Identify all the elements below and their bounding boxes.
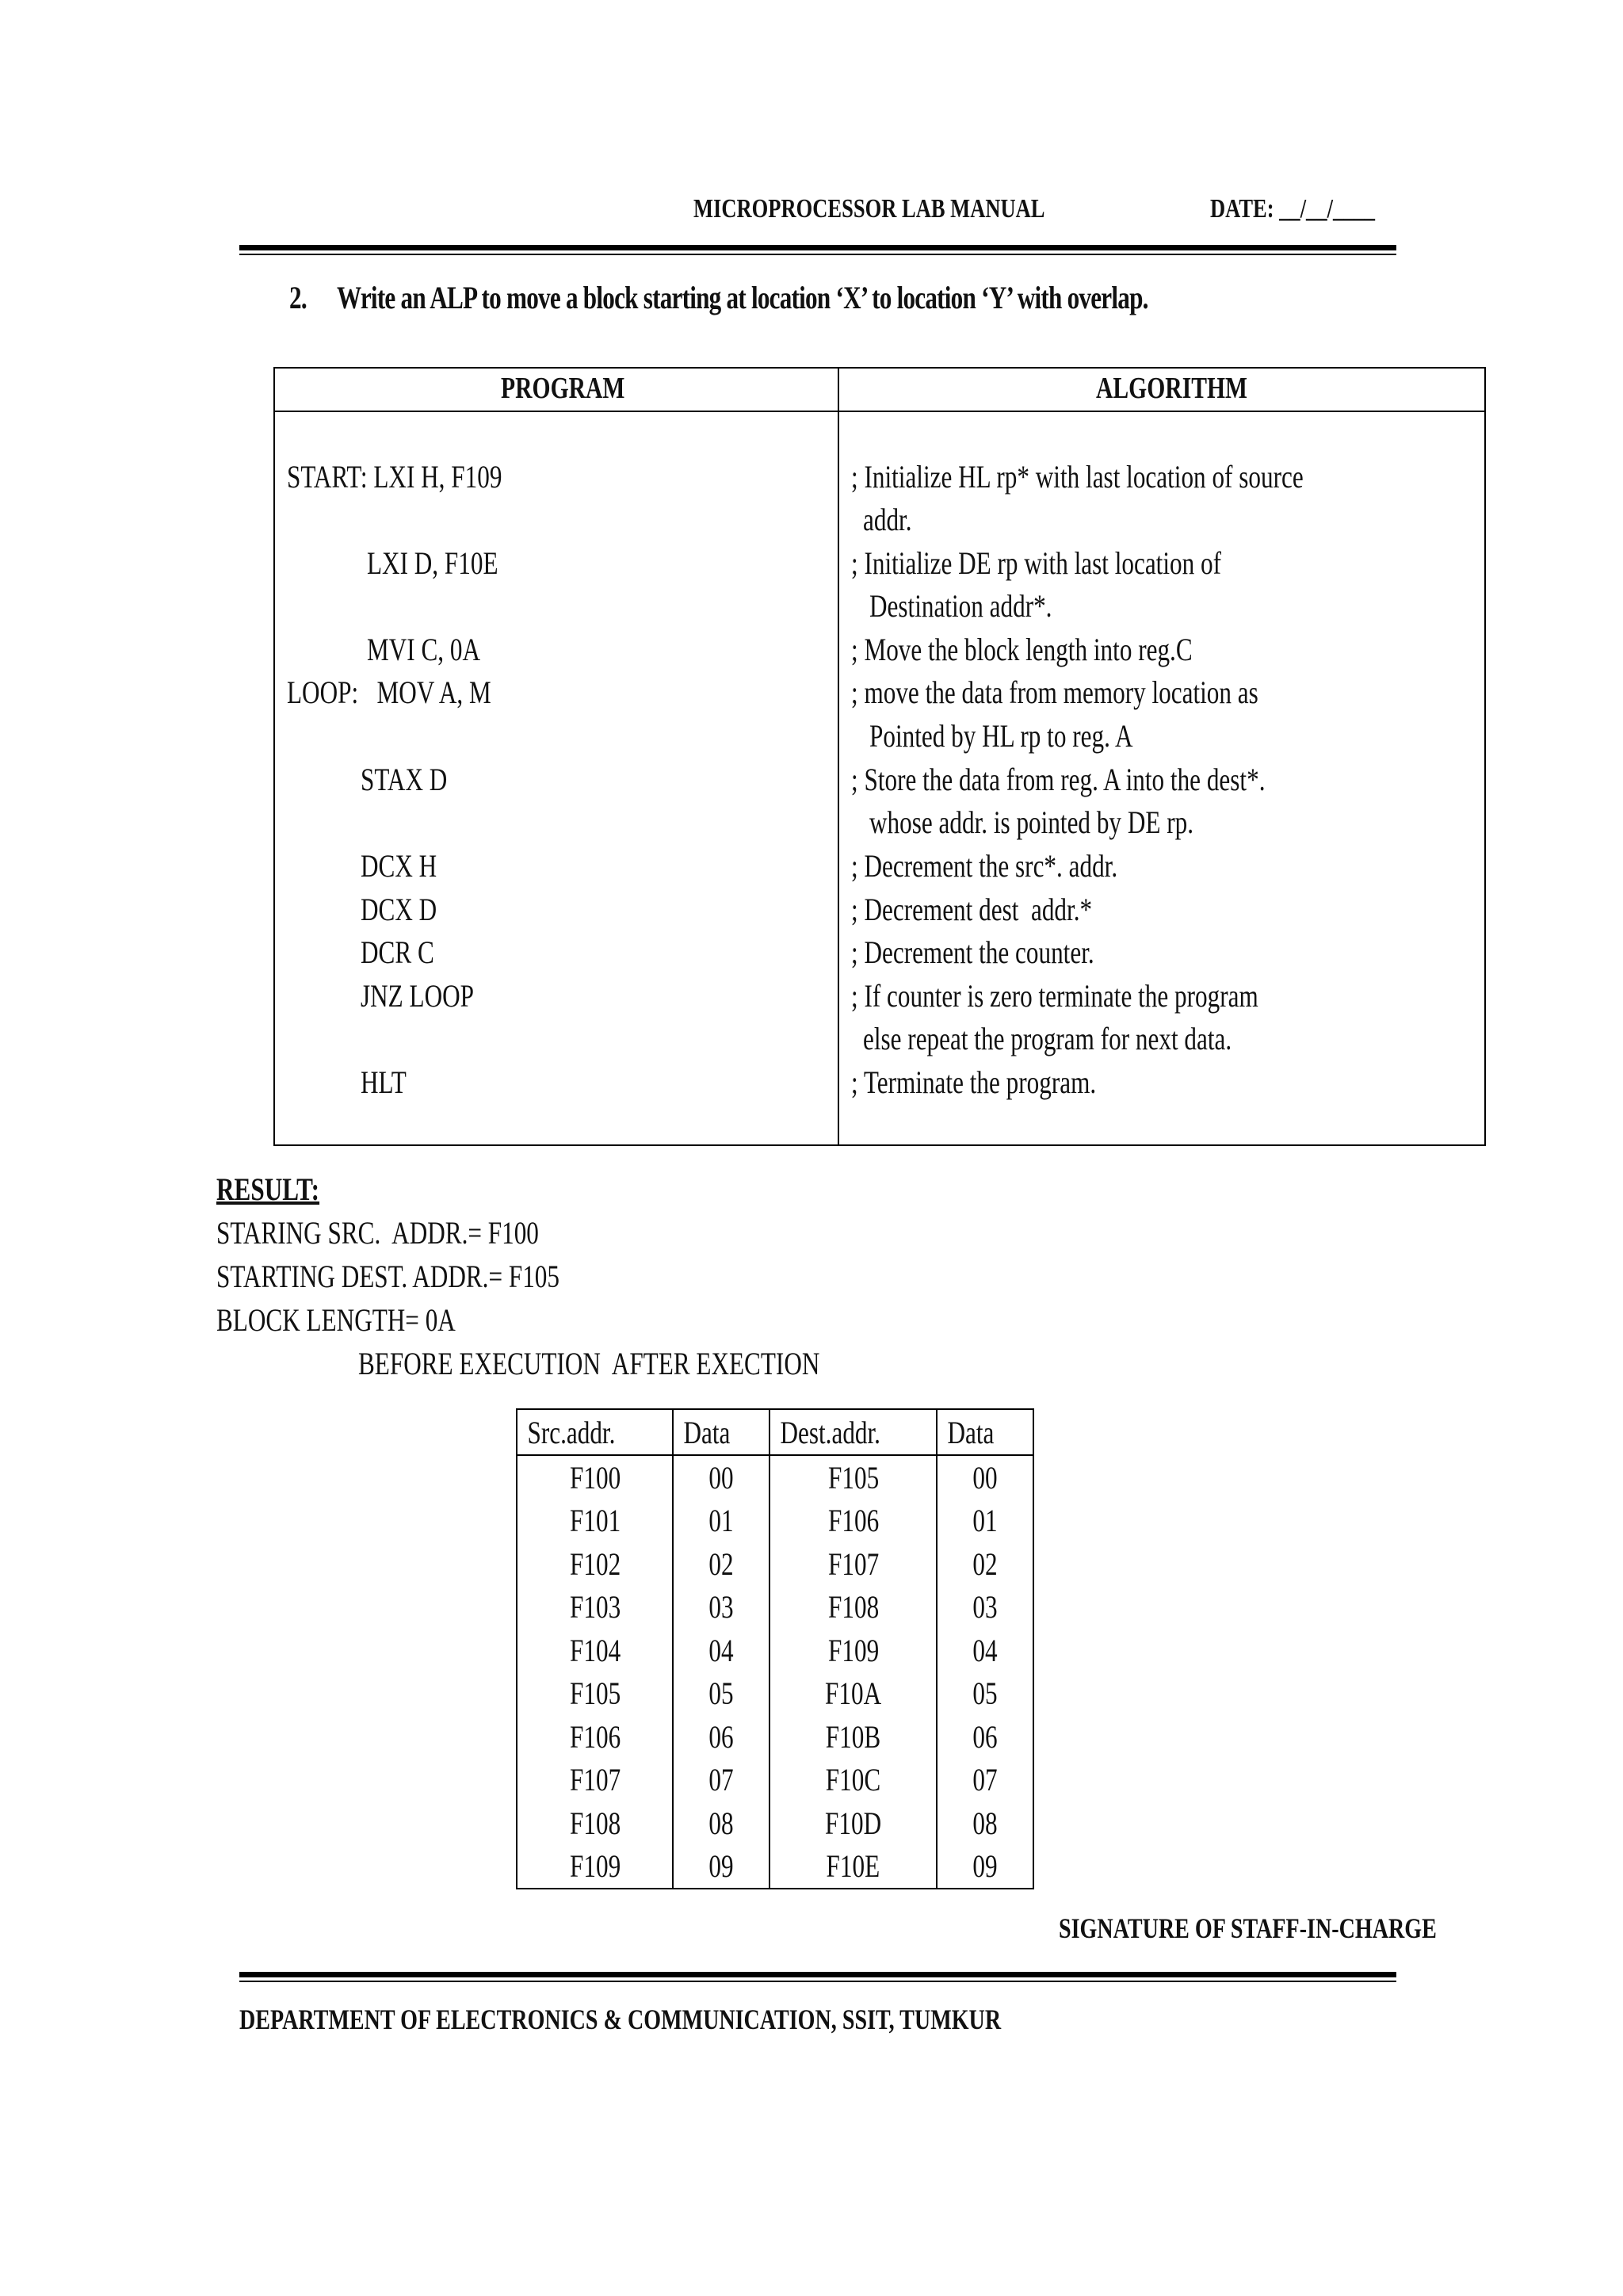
- header-rule-thick: [239, 245, 1396, 250]
- result-line: STARTING DEST. ADDR.= F105: [216, 1259, 560, 1294]
- table-row: F104 04 F109 04: [517, 1629, 1033, 1672]
- table-row: F107 07 F10C 07: [517, 1759, 1033, 1802]
- table-row: F105 05 F10A 05: [517, 1672, 1033, 1716]
- footer-rule-thick: [239, 1972, 1396, 1977]
- footer-department: DEPARTMENT OF ELECTRONICS & COMMUNICATION, SSIT, TUMKUR: [239, 2004, 1002, 2035]
- comment-line: ; Decrement the counter.: [851, 934, 1094, 970]
- col-header-data: Data: [673, 1409, 769, 1455]
- comment-line: ; Initialize DE rp with last location of: [851, 545, 1222, 581]
- code-line: DCR C: [361, 934, 434, 970]
- table-row: F103 03 F108 03: [517, 1586, 1033, 1629]
- footer-rule-thin: [239, 1981, 1396, 1982]
- date-field: DATE: __/__/____: [1210, 194, 1375, 223]
- table-row: F108 08 F10D 08: [517, 1801, 1033, 1845]
- execution-label: BEFORE EXECUTION AFTER EXECTION: [358, 1346, 820, 1381]
- header-title: MICROPROCESSOR LAB MANUAL: [693, 194, 1045, 223]
- code-line: DCX H: [361, 848, 437, 884]
- code-line: JNZ LOOP: [361, 978, 475, 1014]
- col-header-src-addr: Src.addr.: [517, 1409, 673, 1455]
- comment-line: Destination addr*.: [869, 588, 1052, 624]
- table-row: F101 01 F106 01: [517, 1499, 1033, 1543]
- code-line: STAX D: [361, 762, 448, 797]
- comment-line: addr.: [863, 502, 912, 537]
- table-row: F109 09 F10E 09: [517, 1845, 1033, 1889]
- code-line: LOOP: MOV A, M: [287, 674, 491, 710]
- comment-line: ; Decrement the src*. addr.: [851, 848, 1118, 884]
- comment-line: ; If counter is zero terminate the program: [851, 978, 1258, 1014]
- table-row: F102 02 F107 02: [517, 1542, 1033, 1586]
- staff-signature: SIGNATURE OF STAFF-IN-CHARGE: [1059, 1912, 1437, 1944]
- code-line: MVI C, 0A: [367, 632, 481, 667]
- comment-line: whose addr. is pointed by DE rp.: [869, 804, 1194, 840]
- table-row: F100 00 F105 00: [517, 1455, 1033, 1499]
- code-line: LXI D, F10E: [367, 545, 498, 581]
- result-table: [516, 1408, 1034, 1889]
- comment-line: Pointed by HL rp to reg. A: [869, 718, 1133, 754]
- code-line: HLT: [361, 1064, 407, 1100]
- col-header-dest-addr: Dest.addr.: [769, 1409, 937, 1455]
- program-table-divider: [838, 367, 839, 1146]
- table-row: F106 06 F10B 06: [517, 1715, 1033, 1759]
- question-number: 2.: [289, 280, 307, 315]
- comment-line: ; Store the data from reg. A into the dest*.: [851, 762, 1266, 797]
- algorithm-header: ALGORITHM: [1096, 372, 1248, 405]
- program-header: PROGRAM: [501, 372, 625, 405]
- col-header-data: Data: [937, 1409, 1033, 1455]
- code-line: DCX D: [361, 892, 437, 927]
- result-line: STARING SRC. ADDR.= F100: [216, 1215, 539, 1251]
- question-text: Write an ALP to move a block starting at location ‘X’ to location ‘Y’ with overlap.: [337, 280, 1148, 315]
- result-heading: RESULT:: [216, 1171, 320, 1207]
- comment-line: ; Decrement dest addr.*: [851, 892, 1093, 927]
- code-line: START: LXI H, F109: [287, 459, 502, 495]
- result-line: BLOCK LENGTH= 0A: [216, 1302, 456, 1338]
- comment-line: ; Initialize HL rp* with last location of source: [851, 459, 1304, 495]
- comment-line: ; Move the block length into reg.C: [851, 632, 1193, 667]
- header-rule-thin: [239, 254, 1396, 255]
- comment-line: ; move the data from memory location as: [851, 674, 1258, 710]
- comment-line: ; Terminate the program.: [851, 1064, 1097, 1100]
- program-table-header-rule: [273, 411, 1486, 412]
- comment-line: else repeat the program for next data.: [863, 1021, 1232, 1056]
